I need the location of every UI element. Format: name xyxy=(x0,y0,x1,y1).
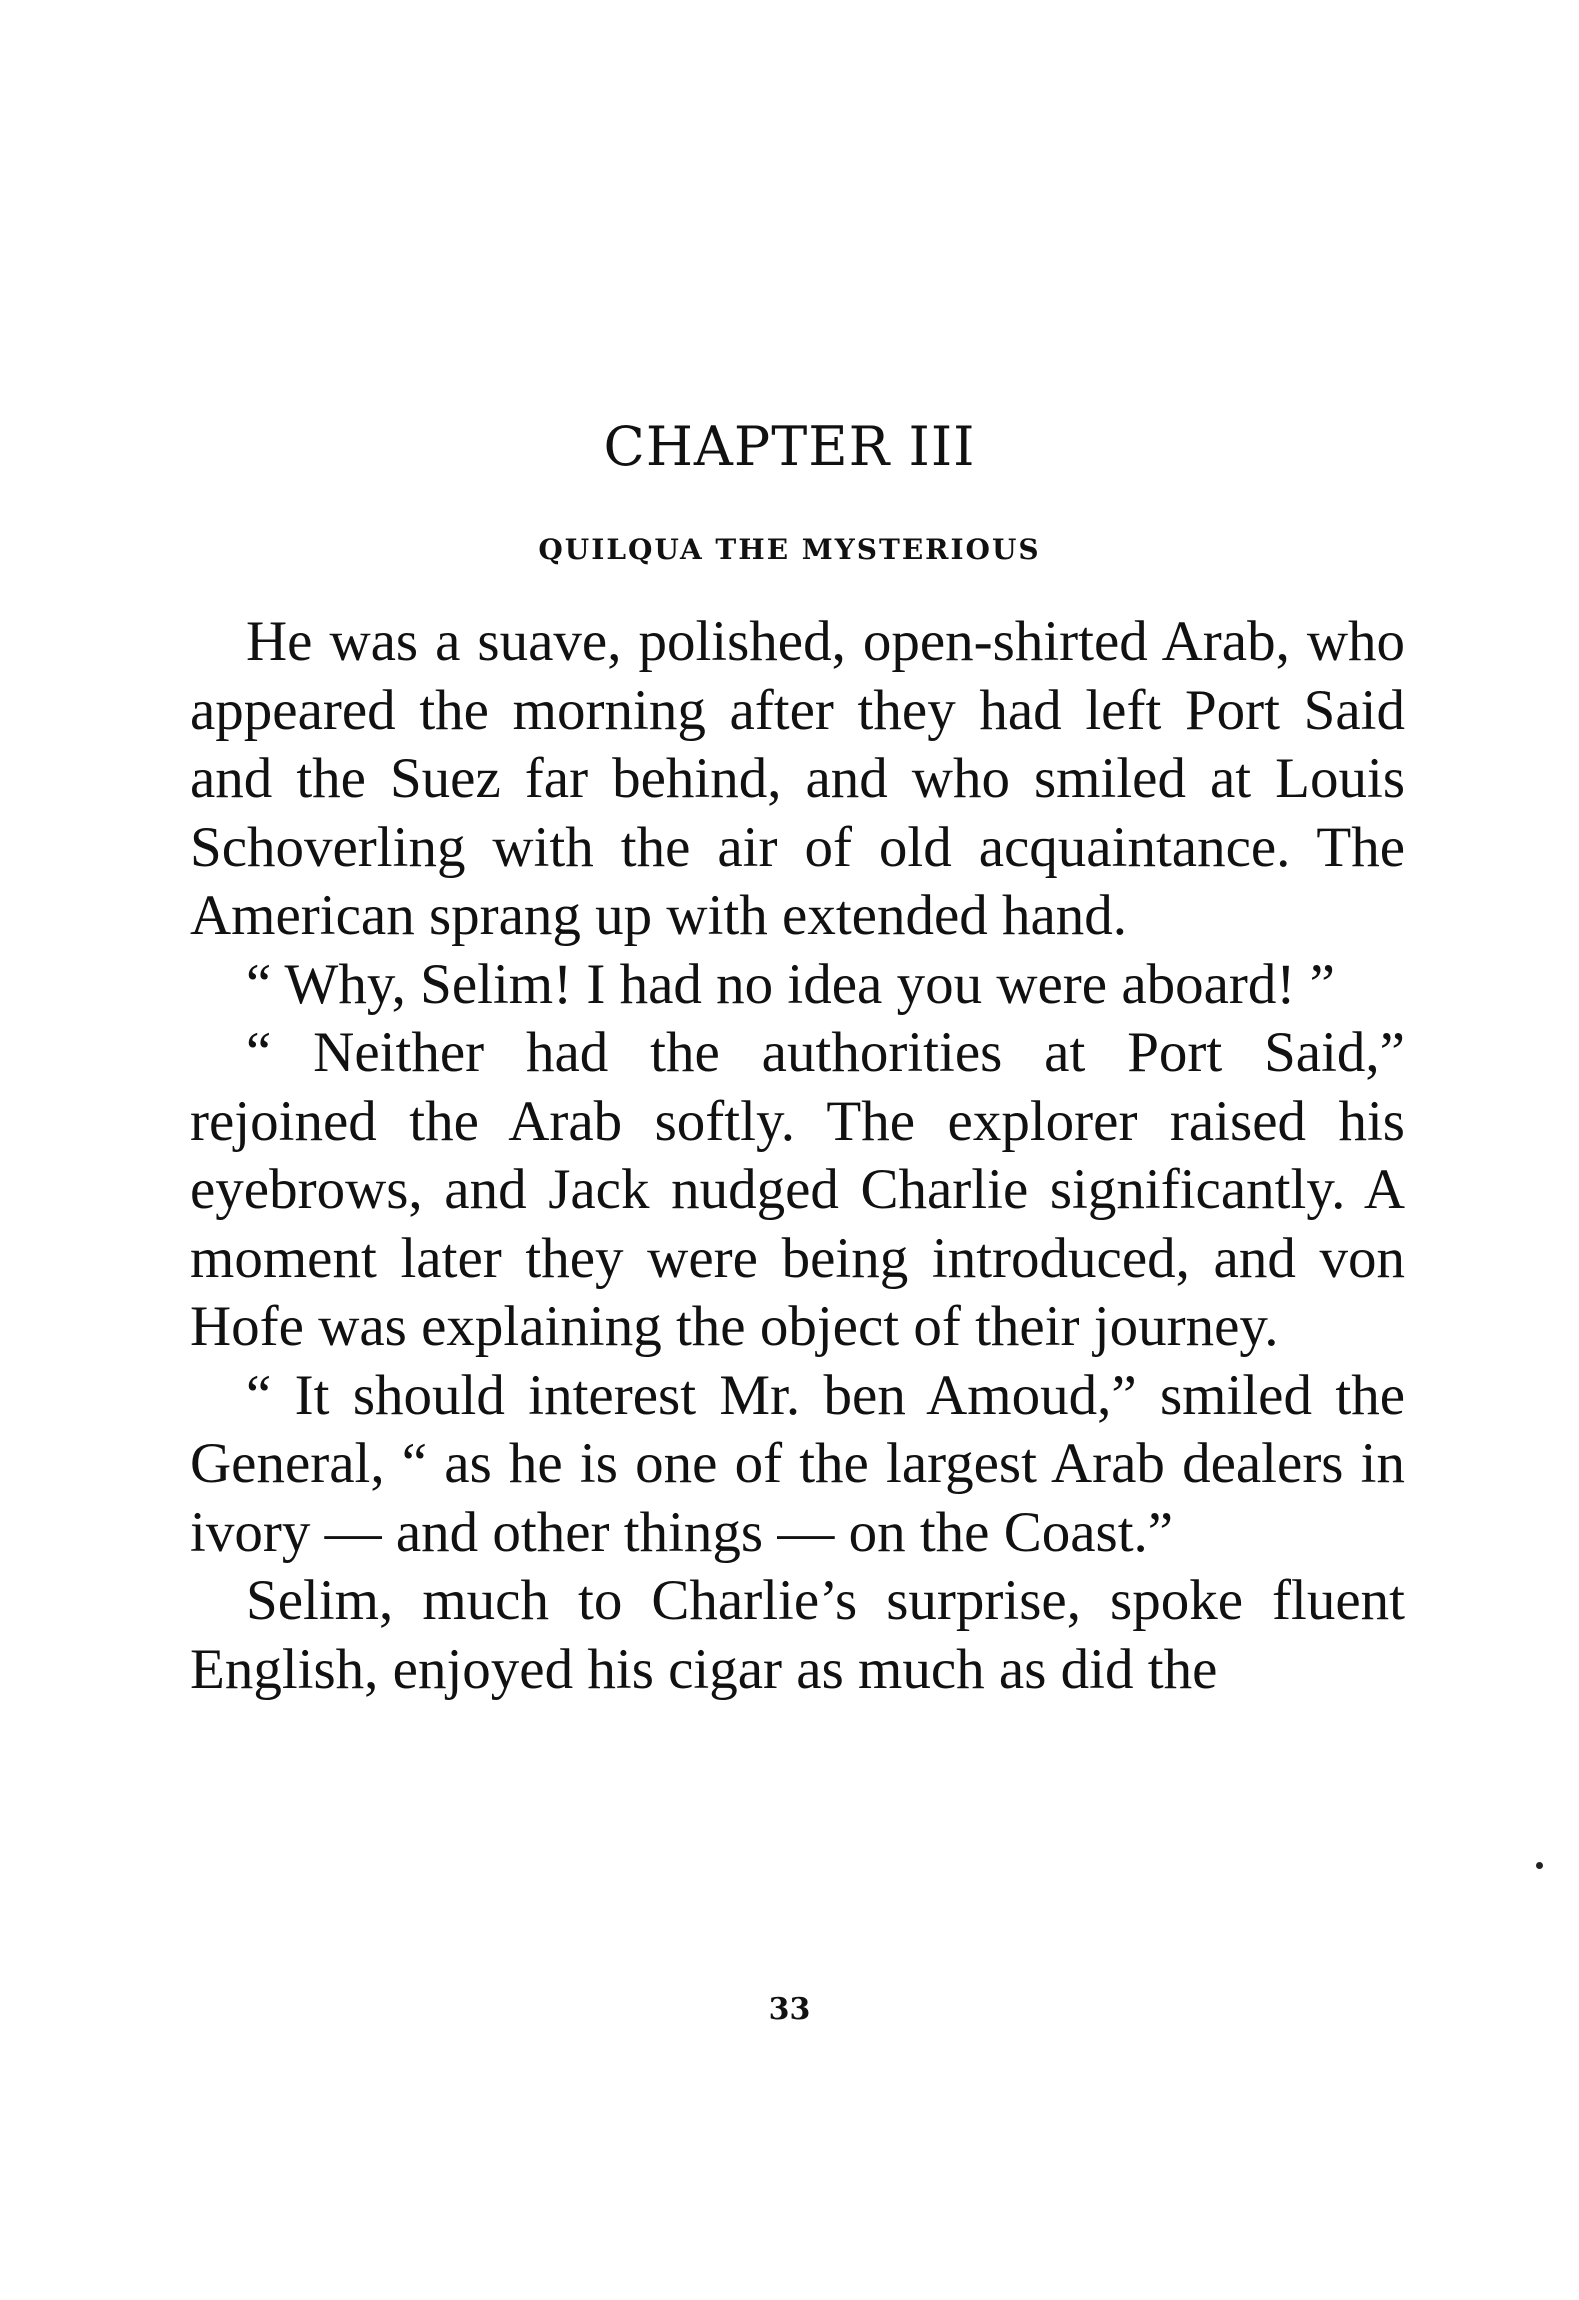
paragraph-1: He was a suave, polished, open-shirted Arab, who appeared the morning after they had left Port Said and the Suez far behind, and who smiled at Louis Schoverling with the air of old acquaintance. The American sprang up with extended hand. xyxy=(190,610,1405,947)
page-number: 33 xyxy=(768,1992,811,2027)
chapter-subtitle: QUILQUA THE MYSTERIOUS xyxy=(538,533,1041,566)
paragraph-5: Selim, much to Charlie’s surprise, spoke fluent English, enjoyed his cigar as much as did the xyxy=(190,1569,1405,1701)
paragraph-2: “ Why, Selim! I had no idea you were aboard! ” xyxy=(246,952,1335,1016)
ink-speck xyxy=(1536,1862,1543,1869)
paragraph-4: “ It should interest Mr. ben Amoud,” smiled the General, “ as he is one of the largest Arab dealers in ivory — and other things — on the Coast.” xyxy=(190,1363,1405,1564)
paragraph-3: “ Neither had the authorities at Port Said,” rejoined the Arab softly. The explorer raised his eyebrows, and Jack nudged Charlie significantly. A moment later they were being introduced, and von Hofe was explaining the object of their journey. xyxy=(190,1021,1405,1358)
body-text xyxy=(190,608,1405,1704)
chapter-title: CHAPTER III xyxy=(603,415,976,478)
